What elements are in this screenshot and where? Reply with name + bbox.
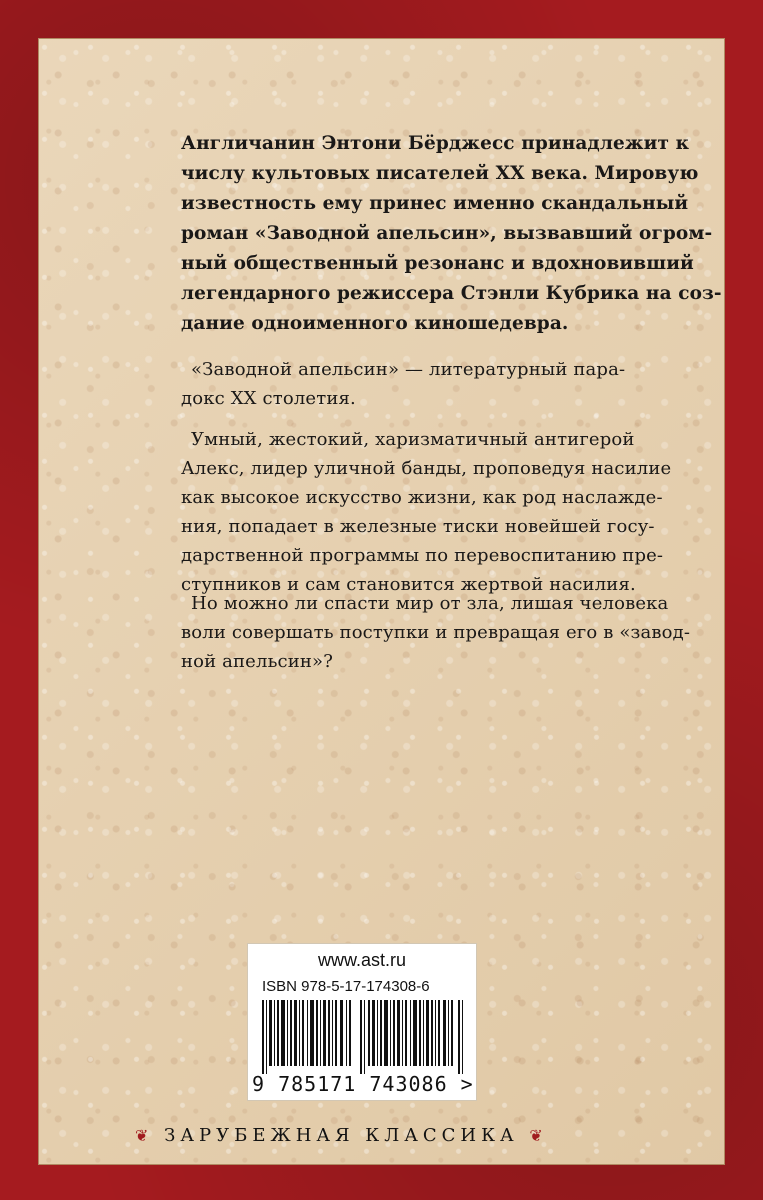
- right-ornament-icon: ❦: [529, 1126, 548, 1145]
- barcode-bars: [262, 1000, 466, 1074]
- barcode-number: 9 785171 743086 >: [252, 1072, 474, 1096]
- isbn-barcode-block: [247, 943, 477, 1101]
- parchment-panel: [38, 38, 725, 1165]
- paragraph-1-line-1: «Заводной апельсин» — литературный пара-: [191, 359, 626, 380]
- paragraph-2-line-6: ступников и сам становится жертвой насилия.: [181, 574, 636, 595]
- paragraph-3-line-2: воли совершать поступки и превращая его в «завод-: [181, 622, 691, 643]
- paragraph-3: [181, 589, 704, 676]
- paragraph-2-line-3: как высокое искусство жизни, как род наслажде-: [181, 487, 663, 508]
- paragraph-2-line-5: дарственной программы по перевоспитанию пре-: [181, 545, 664, 566]
- series-title: [135, 1125, 548, 1146]
- lead-line-6: легендарного режиссера Стэнли Кубрика на соз-: [181, 283, 722, 304]
- paragraph-2-line-2: Алекс, лидер уличной банды, проповедуя насилие: [181, 458, 672, 479]
- lead-line-5: ный общественный резонанс и вдохновивший: [181, 253, 694, 274]
- lead-line-3: известность ему принес именно скандальный: [181, 193, 689, 214]
- isbn-text: ISBN 978-5-17-174308-6: [262, 978, 430, 995]
- paragraph-1-line-2: докс XX столетия.: [181, 388, 356, 409]
- lead-line-2: числу культовых писателей XX века. Мировую: [181, 163, 699, 184]
- paragraph-2-line-4: ния, попадает в железные тиски новейшей госу-: [181, 516, 655, 537]
- publisher-website: www.ast.ru: [317, 950, 407, 970]
- lead-line-1: Англичанин Энтони Бёрджесс принадлежит к: [181, 133, 690, 154]
- lead-line-7: дание одноименного киношедевра.: [181, 313, 569, 334]
- lead-paragraph: [181, 129, 722, 339]
- paragraph-1: [181, 355, 704, 413]
- paragraph-2: [181, 425, 704, 599]
- paragraph-3-line-3: ной апельсин»?: [181, 651, 334, 672]
- lead-line-4: роман «Заводной апельсин», вызвавший огром-: [181, 223, 713, 244]
- left-ornament-icon: ❦: [135, 1126, 154, 1145]
- paragraph-3-line-1: Но можно ли спасти мир от зла, лишая человека: [191, 593, 669, 614]
- paragraph-2-line-1: Умный, жестокий, харизматичный антигерой: [191, 429, 635, 450]
- series-label: ЗАРУБЕЖНАЯ КЛАССИКА: [164, 1125, 519, 1146]
